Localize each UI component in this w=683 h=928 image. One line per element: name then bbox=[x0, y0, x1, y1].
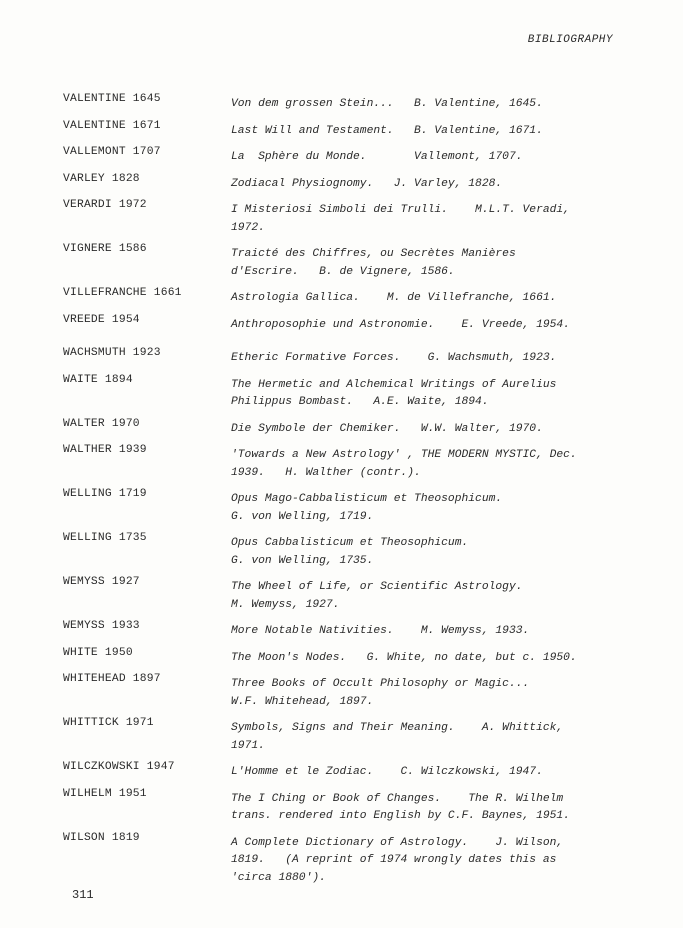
reference-line: 1939. H. Walther (contr.). bbox=[231, 466, 421, 479]
entry-reference bbox=[231, 488, 621, 528]
entry-reference bbox=[231, 347, 621, 370]
bibliography-entry bbox=[0, 146, 683, 169]
entry-key: WILSON 1819 bbox=[63, 831, 140, 844]
entry-key: WALTHER 1939 bbox=[63, 444, 147, 456]
bibliography-entry bbox=[0, 576, 683, 616]
entry-reference bbox=[231, 120, 621, 143]
reference-line: The Wheel of Life, or Scientific Astrology. bbox=[231, 581, 523, 593]
bibliography-entry bbox=[0, 418, 683, 441]
entry-key: WELLING 1735 bbox=[63, 532, 147, 544]
bibliography-entry bbox=[0, 673, 683, 713]
reference-line: 'Towards a New Astrology' , THE MODERN MYSTIC, Dec. bbox=[231, 449, 577, 461]
page-number: 311 bbox=[72, 888, 94, 902]
bibliography-entry bbox=[0, 832, 683, 890]
entry-reference bbox=[231, 832, 621, 890]
bibliography-entry bbox=[0, 93, 683, 116]
reference-line: Von dem grossen Stein... B. Valentine, 1645. bbox=[231, 98, 543, 110]
bibliography-entry bbox=[0, 243, 683, 283]
entry-key: VARLEY 1828 bbox=[63, 172, 140, 185]
reference-line: Etheric Formative Forces. G. Wachsmuth, 1923. bbox=[231, 352, 557, 364]
reference-line: L'Homme et le Zodiac. C. Wilczkowski, 1947. bbox=[231, 766, 543, 778]
entry-reference bbox=[231, 673, 621, 713]
entry-key: VERARDI 1972 bbox=[63, 199, 147, 211]
entry-reference bbox=[231, 287, 621, 310]
reference-line: Zodiacal Physiognomy. J. Varley, 1828. bbox=[231, 177, 503, 190]
bibliography-entry bbox=[0, 444, 683, 484]
entry-key: VALENTINE 1645 bbox=[63, 93, 161, 105]
reference-line: A Complete Dictionary of Astrology. J. Wilson, bbox=[231, 836, 564, 849]
reference-line: Astrologia Gallica. M. de Villefranche, 1661. bbox=[231, 292, 557, 304]
reference-line: The Moon's Nodes. G. White, no date, but c. 1950. bbox=[231, 651, 577, 664]
reference-line: Die Symbole der Chemiker. W.W. Walter, 1970. bbox=[231, 422, 543, 435]
bibliography-entry bbox=[0, 620, 683, 643]
entry-reference bbox=[231, 314, 621, 337]
entry-key: VILLEFRANCHE 1661 bbox=[63, 287, 182, 299]
reference-line: Anthroposophie und Astronomie. E. Vreede, 1954. bbox=[231, 318, 570, 331]
entry-reference bbox=[231, 761, 621, 784]
bibliography-entry bbox=[0, 199, 683, 239]
reference-line: 1819. (A reprint of 1974 wrongly dates this as bbox=[231, 854, 557, 866]
bibliography-entry bbox=[0, 761, 683, 784]
entry-key: WILHELM 1951 bbox=[63, 787, 147, 800]
reference-line: G. von Welling, 1719. bbox=[231, 510, 374, 523]
bibliography-entry bbox=[0, 647, 683, 670]
bibliography-entry bbox=[0, 314, 683, 337]
reference-line: trans. rendered into English by C.F. Baynes, 1951. bbox=[231, 810, 570, 822]
entry-reference bbox=[231, 532, 621, 572]
entry-key: VREEDE 1954 bbox=[63, 313, 140, 326]
reference-line: More Notable Nativities. M. Wemyss, 1933. bbox=[231, 625, 530, 637]
entry-key: WACHSMUTH 1923 bbox=[63, 347, 161, 359]
reference-line: Philippus Bombast. A.E. Waite, 1894. bbox=[231, 396, 489, 408]
entry-reference bbox=[231, 374, 621, 414]
reference-line: Symbols, Signs and Their Meaning. A. Whittick, bbox=[231, 722, 564, 734]
entry-reference bbox=[231, 93, 621, 116]
entry-reference bbox=[231, 146, 621, 169]
reference-line: La Sphère du Monde. Vallemont, 1707. bbox=[231, 151, 523, 163]
reference-line: I Misteriosi Simboli dei Trulli. M.L.T. Veradi, bbox=[231, 204, 570, 216]
bibliography-entry bbox=[0, 532, 683, 572]
entry-reference bbox=[231, 788, 621, 828]
entry-reference bbox=[231, 199, 621, 239]
entry-reference bbox=[231, 647, 621, 670]
bibliography-entry bbox=[0, 788, 683, 828]
entry-reference bbox=[231, 418, 621, 441]
entry-key: VALLEMONT 1707 bbox=[63, 146, 161, 158]
bibliography-entry bbox=[0, 347, 683, 370]
bibliography-entry bbox=[0, 287, 683, 310]
entry-key: WHITE 1950 bbox=[63, 646, 133, 659]
entry-key: WILCZKOWSKI 1947 bbox=[63, 761, 175, 773]
reference-line: d'Escrire. B. de Vignere, 1586. bbox=[231, 265, 455, 278]
entry-key: VALENTINE 1671 bbox=[63, 119, 161, 132]
entry-reference bbox=[231, 620, 621, 643]
entry-key: VIGNERE 1586 bbox=[63, 243, 147, 255]
entry-key: WHITTICK 1971 bbox=[63, 717, 154, 729]
bibliography-entry bbox=[0, 374, 683, 414]
reference-line: The I Ching or Book of Changes. The R. Wilhelm bbox=[231, 792, 564, 805]
entry-reference bbox=[231, 444, 621, 484]
reference-line: 'circa 1880'). bbox=[231, 871, 326, 884]
reference-line: 1972. bbox=[231, 221, 265, 234]
reference-line: W.F. Whitehead, 1897. bbox=[231, 695, 374, 708]
entry-reference bbox=[231, 243, 621, 283]
bibliography-entry bbox=[0, 488, 683, 528]
reference-line: Opus Mago-Cabbalisticum et Theosophicum. bbox=[231, 493, 503, 505]
entry-key: WELLING 1719 bbox=[63, 488, 147, 500]
reference-line: Three Books of Occult Philosophy or Magic... bbox=[231, 678, 530, 690]
reference-line: M. Wemyss, 1927. bbox=[231, 598, 340, 611]
entry-key: WEMYSS 1927 bbox=[63, 576, 140, 588]
entry-reference bbox=[231, 173, 621, 196]
bibliography-entry bbox=[0, 120, 683, 143]
bibliography-entry bbox=[0, 173, 683, 196]
entry-key: WAITE 1894 bbox=[63, 373, 133, 386]
reference-line: The Hermetic and Alchemical Writings of Aurelius bbox=[231, 378, 557, 391]
reference-line: Opus Cabbalisticum et Theosophicum. bbox=[231, 537, 469, 549]
entry-key: WEMYSS 1933 bbox=[63, 620, 140, 632]
bibliography-entry bbox=[0, 717, 683, 757]
reference-line: Last Will and Testament. B. Valentine, 1671. bbox=[231, 124, 543, 137]
bibliography-list bbox=[0, 93, 683, 897]
entry-reference bbox=[231, 576, 621, 616]
entry-key: WHITEHEAD 1897 bbox=[63, 673, 161, 685]
reference-line: 1971. bbox=[231, 739, 265, 752]
reference-line: Traicté des Chiffres, ou Secrètes Manières bbox=[231, 248, 516, 260]
entry-reference bbox=[231, 717, 621, 757]
reference-line: G. von Welling, 1735. bbox=[231, 554, 374, 567]
entry-key: WALTER 1970 bbox=[63, 417, 140, 430]
running-header: BIBLIOGRAPHY bbox=[527, 34, 613, 46]
